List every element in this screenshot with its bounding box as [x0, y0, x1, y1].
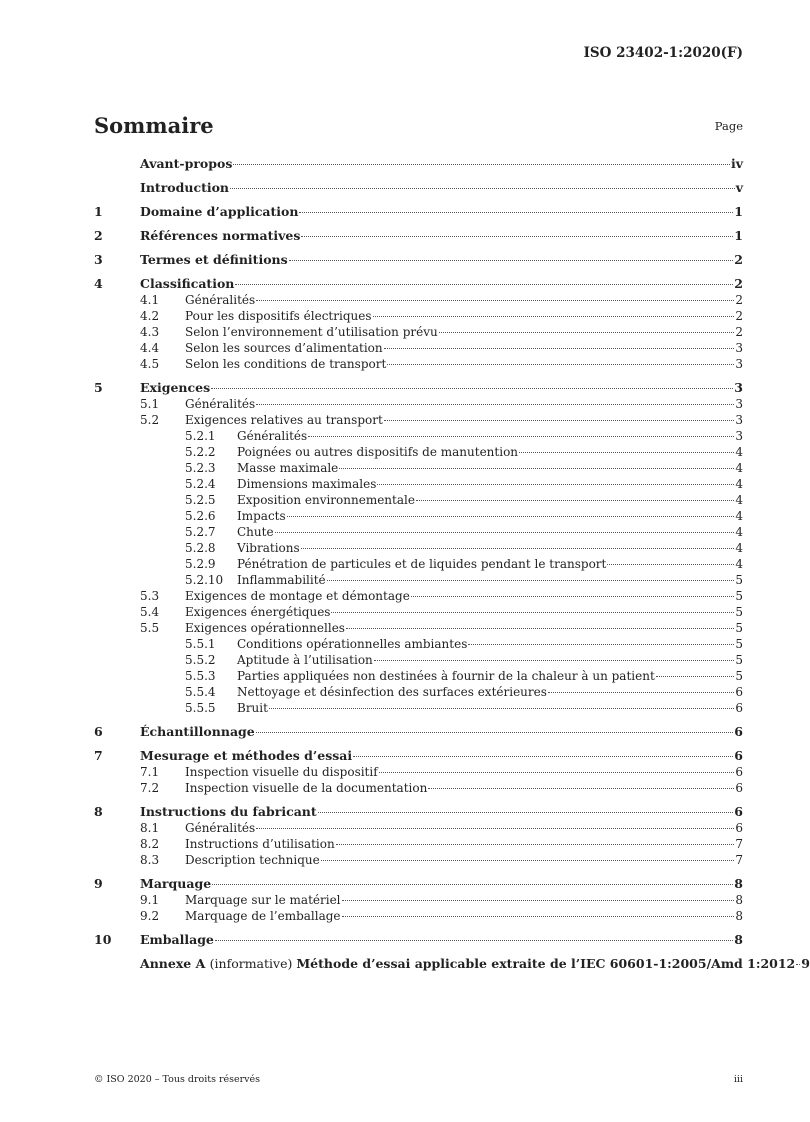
toc-entry[interactable] — [94, 604, 743, 620]
toc-entry-title: Instructions du fabricant — [140, 804, 317, 819]
toc-entry[interactable] — [94, 308, 743, 324]
toc-entry-page: 2 — [735, 325, 743, 339]
dot-leader — [256, 404, 734, 405]
toc-entry[interactable] — [94, 636, 743, 652]
toc-entry[interactable] — [94, 620, 743, 636]
toc-entry-title — [140, 956, 795, 972]
toc-entry[interactable] — [94, 724, 743, 740]
toc-entry-number: 5 — [94, 380, 103, 395]
toc-entry-number: 8.2 — [140, 837, 160, 851]
dot-leader — [379, 772, 735, 773]
toc-entry-number: 5.2.3 — [185, 461, 216, 475]
toc-entry[interactable] — [94, 228, 743, 244]
toc-entry-title: Généralités — [237, 429, 308, 443]
toc-entry[interactable] — [94, 204, 743, 220]
toc-entry-title: Exigences relatives au transport — [185, 413, 383, 427]
dot-leader — [374, 660, 735, 661]
dot-leader — [548, 692, 734, 693]
toc-entry-number: 9.1 — [140, 893, 160, 907]
toc-entry[interactable] — [94, 892, 743, 908]
toc-entry-title: Selon les sources d’alimentation — [185, 341, 383, 355]
toc-entry-page: 5 — [735, 669, 743, 683]
toc-entry-title: Vibrations — [237, 541, 300, 555]
toc-entry-number: 5.3 — [140, 589, 160, 603]
toc-entry[interactable] — [94, 180, 743, 196]
toc-entry[interactable] — [94, 668, 743, 684]
toc-entry-page: 4 — [735, 461, 743, 475]
dot-leader — [519, 452, 734, 453]
toc-entry-number: 5.2.2 — [185, 445, 216, 459]
toc-entry-title: Exigences de montage et démontage — [185, 589, 410, 603]
toc-entry-page: 5 — [735, 621, 743, 635]
toc-entry[interactable] — [94, 508, 743, 524]
dot-leader — [439, 332, 735, 333]
toc-entry[interactable] — [94, 556, 743, 572]
toc-entry-title: Mesurage et méthodes d’essai — [140, 748, 353, 763]
footer-copyright: © ISO 2020 – Tous droits réservés — [94, 1074, 261, 1085]
toc-entry[interactable] — [94, 764, 743, 780]
annex-label: Annexe A — [140, 956, 210, 971]
toc-entry-number: 6 — [94, 724, 103, 739]
toc-entry-page: 5 — [735, 653, 743, 667]
toc-entry-page: 8 — [735, 893, 743, 907]
dot-leader — [336, 844, 735, 845]
toc-entry-page: 6 — [735, 685, 743, 699]
toc-entry-title: Impacts — [237, 509, 286, 523]
toc-entry-title: Parties appliquées non destinées à fournir de la chaleur à un patient — [237, 669, 655, 683]
toc-entry-number: 1 — [94, 204, 103, 219]
toc-entry-page: 5 — [735, 637, 743, 651]
toc-entry[interactable] — [94, 492, 743, 508]
toc-entry-title: Emballage — [140, 932, 214, 947]
dot-leader — [384, 420, 735, 421]
dot-leader — [607, 564, 734, 565]
footer-page-number: iii — [733, 1074, 743, 1085]
toc-entry-title: Dimensions maximales — [237, 477, 377, 491]
toc-entry-number: 5.2.7 — [185, 525, 216, 539]
toc-entry-title: Termes et définitions — [140, 252, 288, 267]
toc-entry-title: Généralités — [185, 397, 256, 411]
annex-title: Méthode d’essai applicable extraite de l’IEC 60601-1:2005/Amd 1:2012 — [296, 956, 796, 971]
toc-entry-page: 6 — [734, 724, 743, 739]
toc-entry-page: 7 — [735, 853, 743, 867]
toc-entry-title: Selon les conditions de transport — [185, 357, 387, 371]
toc-entry[interactable] — [94, 156, 743, 172]
toc-entry-number: 5.5.4 — [185, 685, 216, 699]
toc-entry[interactable] — [94, 852, 743, 868]
toc-entry-page: 2 — [734, 252, 743, 267]
toc-entry-page: 3 — [735, 397, 743, 411]
toc-entry[interactable] — [94, 748, 743, 764]
toc-entry-title: Exigences opérationnelles — [185, 621, 345, 635]
toc-entry[interactable] — [94, 380, 743, 396]
toc-entry[interactable] — [94, 572, 743, 588]
toc-entry-title: Nettoyage et désinfection des surfaces extérieures — [237, 685, 547, 699]
dot-leader — [342, 900, 735, 901]
dot-leader — [339, 468, 734, 469]
toc-entry[interactable] — [94, 252, 743, 268]
toc-entry-title: Inflammabilité — [237, 573, 326, 587]
toc-entry[interactable] — [94, 444, 743, 460]
toc-entry-number: 5.2.9 — [185, 557, 216, 571]
toc-entry-number: 5.5.5 — [185, 701, 216, 715]
toc-entry[interactable] — [94, 956, 810, 972]
toc-entry-page: 7 — [735, 837, 743, 851]
toc-entry[interactable] — [94, 932, 743, 948]
toc-entry-number: 9.2 — [140, 909, 160, 923]
toc-entry-number: 4.4 — [140, 341, 160, 355]
toc-entry-title: Introduction — [140, 180, 230, 195]
toc-entry-title: Inspection visuelle de la documentation — [185, 781, 428, 795]
dot-leader — [373, 316, 735, 317]
toc-entry-page: 2 — [734, 276, 743, 291]
toc-entry-number: 8 — [94, 804, 103, 819]
toc-entry-title: Exigences — [140, 380, 211, 395]
toc-entry-number: 4 — [94, 276, 103, 291]
toc-entry-page: 5 — [735, 605, 743, 619]
toc-entry-page: 1 — [734, 204, 743, 219]
toc-entry-title: Masse maximale — [237, 461, 339, 475]
toc-entry-number: 7.1 — [140, 765, 160, 779]
toc-entry-number: 5.2.8 — [185, 541, 216, 555]
toc-entry-page: 3 — [735, 429, 743, 443]
toc-entry-number: 5.5.3 — [185, 669, 216, 683]
toc-entry-page: 4 — [735, 477, 743, 491]
toc-entry[interactable] — [94, 396, 743, 412]
toc-entry-number: 5.2.4 — [185, 477, 216, 491]
toc-entry-title: Marquage sur le matériel — [185, 893, 341, 907]
dot-leader — [318, 812, 734, 813]
dot-leader — [416, 500, 734, 501]
toc-entry-title: Références normatives — [140, 228, 301, 243]
toc-entry-page: 6 — [734, 804, 743, 819]
dot-leader — [353, 756, 733, 757]
dot-leader — [256, 828, 734, 829]
toc-entry-title: Pour les dispositifs électriques — [185, 309, 372, 323]
toc-entry-number: 5.5.1 — [185, 637, 216, 651]
toc-entry-number: 5.2.1 — [185, 429, 216, 443]
toc-entry-page: 5 — [735, 589, 743, 603]
toc-entry-page: 8 — [734, 876, 743, 891]
toc-entry[interactable] — [94, 460, 743, 476]
toc-entry-page: 4 — [735, 509, 743, 523]
toc-entry[interactable] — [94, 428, 743, 444]
toc-entry-page: 2 — [735, 293, 743, 307]
dot-leader — [411, 596, 735, 597]
toc-entry-number: 7.2 — [140, 781, 160, 795]
dot-leader — [215, 940, 733, 941]
toc-entry[interactable] — [94, 340, 743, 356]
dot-leader — [387, 364, 734, 365]
toc-entry-number: 5.2.10 — [185, 573, 224, 587]
toc-entry[interactable] — [94, 588, 743, 604]
dot-leader — [235, 284, 733, 285]
toc-entry[interactable] — [94, 780, 743, 796]
toc-entry-title: Classification — [140, 276, 235, 291]
toc-entry-title: Domaine d’application — [140, 204, 299, 219]
dot-leader — [796, 964, 800, 965]
toc-entry-page: 6 — [734, 748, 743, 763]
toc-entry[interactable] — [94, 292, 743, 308]
toc-entry-title: Instructions d’utilisation — [185, 837, 335, 851]
toc-entry[interactable] — [94, 876, 743, 892]
toc-entry-title: Exposition environnementale — [237, 493, 415, 507]
toc-entry-page: 3 — [735, 357, 743, 371]
toc-entry-number: 4.1 — [140, 293, 160, 307]
toc-entry[interactable] — [94, 804, 743, 820]
dot-leader — [468, 644, 734, 645]
toc-entry[interactable] — [94, 540, 743, 556]
page-title: Sommaire — [94, 113, 214, 138]
dot-leader — [233, 164, 730, 165]
toc-entry-number: 9 — [94, 876, 103, 891]
toc-entry-page: 4 — [735, 557, 743, 571]
dot-leader — [301, 548, 735, 549]
toc-entry-number: 5.4 — [140, 605, 160, 619]
dot-leader — [256, 300, 734, 301]
toc-entry-title: Poignées ou autres dispositifs de manutention — [237, 445, 519, 459]
dot-leader — [275, 532, 735, 533]
toc-entry[interactable] — [94, 524, 743, 540]
toc-entry-title: Aptitude à l’utilisation — [237, 653, 373, 667]
toc-entry-number: 5.1 — [140, 397, 160, 411]
toc-entry-page: 3 — [735, 341, 743, 355]
toc-entry-page: 4 — [735, 445, 743, 459]
toc-entry-number: 8.3 — [140, 853, 160, 867]
annex-type: (informative) — [209, 956, 297, 971]
toc-entry[interactable] — [94, 836, 743, 852]
toc-entry-page: 2 — [735, 309, 743, 323]
dot-leader — [331, 612, 734, 613]
toc-entry-page: 8 — [735, 909, 743, 923]
toc-entry-number: 5.2.6 — [185, 509, 216, 523]
toc-entry-title: Avant-propos — [140, 156, 233, 171]
toc-entry-page: 6 — [735, 701, 743, 715]
toc-entry-page: 9 — [801, 956, 810, 971]
toc-entry-title: Inspection visuelle du dispositif — [185, 765, 378, 779]
toc-entry-page: 1 — [734, 228, 743, 243]
toc-entry-title: Généralités — [185, 821, 256, 835]
toc-entry-number: 4.5 — [140, 357, 160, 371]
toc-entry-title: Description technique — [185, 853, 320, 867]
dot-leader — [342, 916, 735, 917]
toc-entry-title: Chute — [237, 525, 274, 539]
toc-entry-number: 5.5 — [140, 621, 160, 635]
toc-entry-number: 2 — [94, 228, 103, 243]
toc-entry-page: 8 — [734, 932, 743, 947]
toc-entry-page: 4 — [735, 525, 743, 539]
toc-entry[interactable] — [94, 700, 743, 716]
dot-leader — [321, 860, 735, 861]
toc-entry-title: Marquage — [140, 876, 212, 891]
toc-entry[interactable] — [94, 476, 743, 492]
dot-leader — [287, 516, 735, 517]
toc-entry[interactable] — [94, 276, 743, 292]
toc-entry-page: 6 — [735, 821, 743, 835]
table-of-contents — [94, 156, 810, 972]
page-column-label: Page — [714, 119, 743, 133]
dot-leader — [327, 580, 735, 581]
toc-entry-title: Selon l’environnement d’utilisation prévu — [185, 325, 438, 339]
toc-entry-page: 4 — [735, 493, 743, 507]
toc-entry-page: 3 — [734, 380, 743, 395]
toc-entry-page: 4 — [735, 541, 743, 555]
toc-entry-page: iv — [730, 156, 743, 171]
toc-entry-title: Pénétration de particules et de liquides pendant le transport — [237, 557, 607, 571]
toc-entry-title: Marquage de l’emballage — [185, 909, 341, 923]
dot-leader — [269, 708, 734, 709]
dot-leader — [256, 732, 734, 733]
toc-entry-number: 10 — [94, 932, 112, 947]
toc-entry-number: 4.2 — [140, 309, 160, 323]
toc-entry-page: 6 — [735, 765, 743, 779]
toc-entry[interactable] — [94, 652, 743, 668]
document-id: ISO 23402-1:2020(F) — [583, 45, 743, 61]
toc-entry-title: Généralités — [185, 293, 256, 307]
dot-leader — [656, 676, 735, 677]
dot-leader — [428, 788, 734, 789]
toc-entry-number: 5.5.2 — [185, 653, 216, 667]
toc-entry[interactable] — [94, 412, 743, 428]
dot-leader — [308, 436, 734, 437]
toc-entry-number: 5.2.5 — [185, 493, 216, 507]
toc-entry-page: v — [735, 180, 743, 195]
dot-leader — [346, 628, 734, 629]
toc-entry-title: Bruit — [237, 701, 268, 715]
dot-leader — [212, 884, 733, 885]
toc-entry[interactable] — [94, 684, 743, 700]
dot-leader — [299, 212, 733, 213]
toc-entry-number: 4.3 — [140, 325, 160, 339]
toc-entry-page: 3 — [735, 413, 743, 427]
dot-leader — [377, 484, 734, 485]
toc-entry-title: Exigences énergétiques — [185, 605, 331, 619]
toc-entry-title: Échantillonnage — [140, 724, 255, 739]
toc-entry[interactable] — [94, 356, 743, 372]
toc-entry-title: Conditions opérationnelles ambiantes — [237, 637, 468, 651]
toc-entry-number: 3 — [94, 252, 103, 267]
toc-entry-page: 5 — [735, 573, 743, 587]
dot-leader — [211, 388, 733, 389]
dot-leader — [384, 348, 735, 349]
toc-entry[interactable] — [94, 820, 743, 836]
toc-entry-number: 7 — [94, 748, 103, 763]
toc-entry-number: 5.2 — [140, 413, 160, 427]
toc-entry-number: 8.1 — [140, 821, 160, 835]
toc-entry[interactable] — [94, 324, 743, 340]
dot-leader — [301, 236, 733, 237]
dot-leader — [230, 188, 735, 189]
dot-leader — [289, 260, 734, 261]
toc-entry[interactable] — [94, 908, 743, 924]
toc-entry-page: 6 — [735, 781, 743, 795]
